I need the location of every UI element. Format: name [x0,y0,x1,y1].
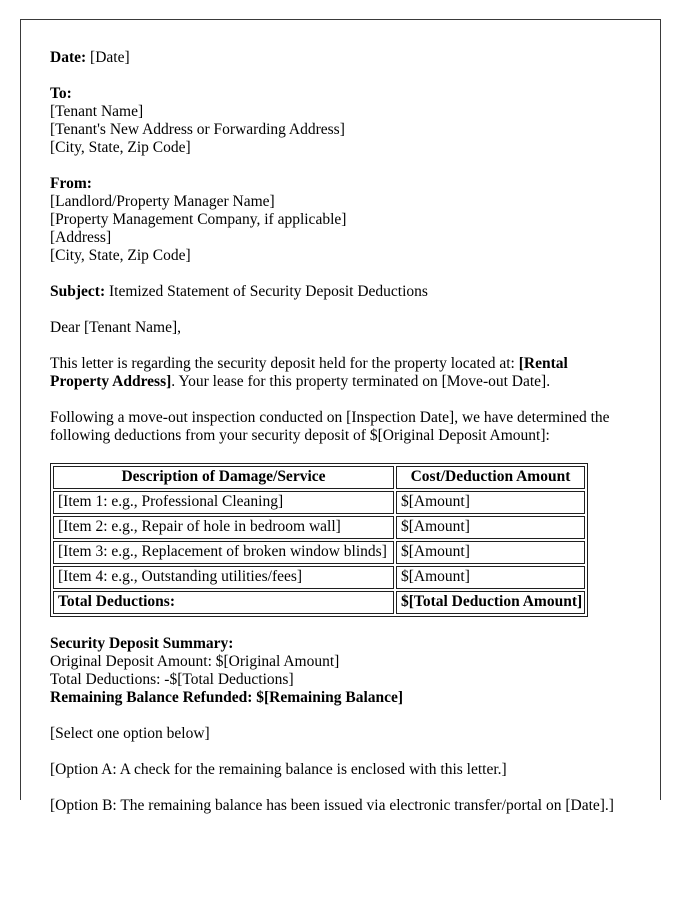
description-cell: [Item 1: e.g., Professional Cleaning] [53,491,394,514]
amount-cell: $[Amount] [396,491,585,514]
description-cell: [Item 4: e.g., Outstanding utilities/fees] [53,566,394,589]
to-block [50,85,630,157]
paragraph-property-post: . Your lease for this property terminated on [Move-out Date]. [171,373,551,390]
to-line-city-state-zip: [City, State, Zip Code] [50,139,191,156]
summary-total-deductions: Total Deductions: -$[Total Deductions] [50,671,294,688]
subject-label: Subject: [50,283,106,300]
col-description-header: Description of Damage/Service [53,466,394,489]
from-line-name: [Landlord/Property Manager Name] [50,193,275,210]
description-cell: [Item 2: e.g., Repair of hole in bedroom wall] [53,516,394,539]
from-line-company: [Property Management Company, if applicable] [50,211,347,228]
table-header-row [53,466,585,489]
to-line-address: [Tenant's New Address or Forwarding Address] [50,121,345,138]
option-a-line: [Option A: A check for the remaining balance is enclosed with this letter.] [50,761,507,778]
table-row [53,541,585,564]
from-line-address: [Address] [50,229,112,246]
to-label: To: [50,85,72,102]
paragraph-inspection: Following a move-out inspection conducted on [Inspection Date], we have determined the following deductions from your security deposit of $[Original Deposit Amount]: [50,409,610,444]
from-block [50,175,630,265]
deductions-table [50,463,588,617]
subject-line [50,283,630,301]
option-b-line: [Option B: The remaining balance has been issued via electronic transfer/portal on [Date].] [50,797,614,814]
date-value: [Date] [90,49,130,66]
total-amount-cell: $[Total Deduction Amount] [396,591,585,614]
summary-heading: Security Deposit Summary: [50,635,234,652]
table-row [53,566,585,589]
select-option-line: [Select one option below] [50,725,210,742]
col-amount-header: Cost/Deduction Amount [396,466,585,489]
rental-property-address-bold: [Rental Property Address] [50,355,568,390]
table-row [53,491,585,514]
letter-page [20,19,661,814]
summary-block [50,635,630,707]
summary-original-amount: Original Deposit Amount: $[Original Amount] [50,653,340,670]
total-row [53,591,585,614]
from-label: From: [50,175,92,192]
date-line [50,49,630,67]
total-label-cell: Total Deductions: [53,591,394,614]
amount-cell: $[Amount] [396,566,585,589]
salutation: Dear [Tenant Name], [50,319,182,336]
summary-remaining-balance: Remaining Balance Refunded: $[Remaining Balance] [50,689,404,706]
paragraph-property [50,355,630,391]
date-label: Date: [50,49,87,66]
from-line-city-state-zip: [City, State, Zip Code] [50,247,191,264]
paragraph-property-pre: This letter is regarding the security deposit held for the property located at: [50,355,519,372]
amount-cell: $[Amount] [396,516,585,539]
to-line-tenant-name: [Tenant Name] [50,103,144,120]
table-row [53,516,585,539]
description-cell: [Item 3: e.g., Replacement of broken window blinds] [53,541,394,564]
subject-value: Itemized Statement of Security Deposit Deductions [108,283,428,300]
amount-cell: $[Amount] [396,541,585,564]
